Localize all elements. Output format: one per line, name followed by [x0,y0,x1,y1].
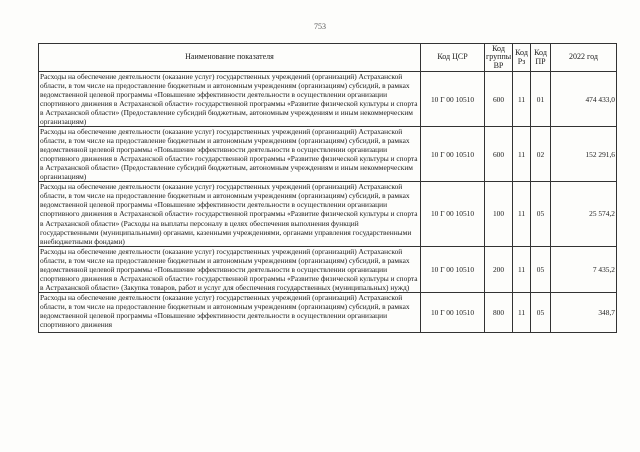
table-row [39,182,617,246]
row-amount: 152 291,6 [551,127,617,182]
table-row [39,72,617,127]
row-rz: 11 [513,246,531,292]
row-rz: 11 [513,72,531,127]
budget-table [38,43,617,333]
row-amount: 474 433,0 [551,72,617,127]
row-csr: 10 Г 00 10510 [421,127,485,182]
row-pr: 05 [531,292,551,332]
row-vr: 200 [485,246,513,292]
row-amount: 7 435,2 [551,246,617,292]
row-pr: 01 [531,72,551,127]
row-vr: 600 [485,127,513,182]
row-vr: 600 [485,72,513,127]
row-csr: 10 Г 00 10510 [421,72,485,127]
header-csr: Код ЦСР [421,44,485,72]
row-pr: 02 [531,127,551,182]
row-rz: 11 [513,292,531,332]
header-vr: Код группы ВР [486,43,512,70]
row-vr: 800 [485,292,513,332]
header-name: Наименование показателя [39,44,421,72]
row-name: Расходы на обеспечение деятельности (оказание услуг) государственных учреждений (организаций) Астраханской области, в том числе на предоставление бюджетным и автономным учреждениям (организациям) субсидий, в рамках ведомственной целевой программы «Повышение эффективности деятельности в осуществлении организации спортивного движения в Астраханской области» государственной программы «Развитие физической культуры и спорта в Астраханской области» (Закупка товаров, работ и услуг для обеспечения государственных (муниципальных) нужд) [39,246,421,292]
table-row [39,292,617,332]
row-name: Расходы на обеспечение деятельности (оказание услуг) государственных учреждений (организаций) Астраханской области, в том числе на предоставление бюджетным и автономным учреждениям (организациям) субсидий, в рамках ведомственной целевой программы «Повышение эффективности деятельности в осуществлении организации спортивного движения в Астраханской области» государственной программы «Развитие физической культуры и спорта в Астраханской области» (Расходы на выплаты персоналу в целях обеспечения выполнения функций государственными (муниципальными) органами, казенными учреждениями, органами управления государственными внебюджетными фондами) [39,182,421,246]
row-csr: 10 Г 00 10510 [421,292,485,332]
row-pr: 05 [531,182,551,246]
row-rz: 11 [513,182,531,246]
table-row [39,246,617,292]
table-header-row [39,44,617,72]
row-csr: 10 Г 00 10510 [421,182,485,246]
row-csr: 10 Г 00 10510 [421,246,485,292]
row-name: Расходы на обеспечение деятельности (оказание услуг) государственных учреждений (организаций) Астраханской области, в том числе на предоставление бюджетным и автономным учреждениям (организациям) субсидий, в рамках ведомственной целевой программы «Повышение эффективности деятельности в осуществлении организации спортивного движения в Астраханской области» государственной программы «Развитие физической культуры и спорта в Астраханской области» (Предоставление субсидий бюджетным, автономным учреждениям и иным некоммерческим организациям) [39,127,421,182]
row-pr: 05 [531,246,551,292]
row-rz: 11 [513,127,531,182]
row-name: Расходы на обеспечение деятельности (оказание услуг) государственных учреждений (организаций) Астраханской области, в том числе на предоставление бюджетным и автономным учреждениям (организациям) субсидий, в рамках ведомственной целевой программы «Повышение эффективности деятельности в осуществлении организации спортивного движения в Астраханской области» государственной программы «Развитие физической культуры и спорта в Астраханской области» (Предоставление субсидий бюджетным, автономным учреждениям и иным некоммерческим организациям) [39,72,421,127]
page-number: 753 [314,22,326,31]
row-amount: 348,7 [551,292,617,332]
row-name: Расходы на обеспечение деятельности (оказание услуг) государственных учреждений (организаций) Астраханской области, в том числе на предоставление бюджетным и автономным учреждениям (организациям) субсидий, в рамках ведомственной целевой программы «Повышение эффективности деятельности в осуществлении организации спортивного движения [40,292,410,329]
row-amount: 25 574,2 [551,182,617,246]
header-pr: Код ПР [531,44,551,72]
table-row [39,127,617,182]
row-vr: 100 [485,182,513,246]
header-rz: Код Рз [513,44,531,72]
row-name-cell [39,292,421,332]
header-year: 2022 год [551,44,617,72]
